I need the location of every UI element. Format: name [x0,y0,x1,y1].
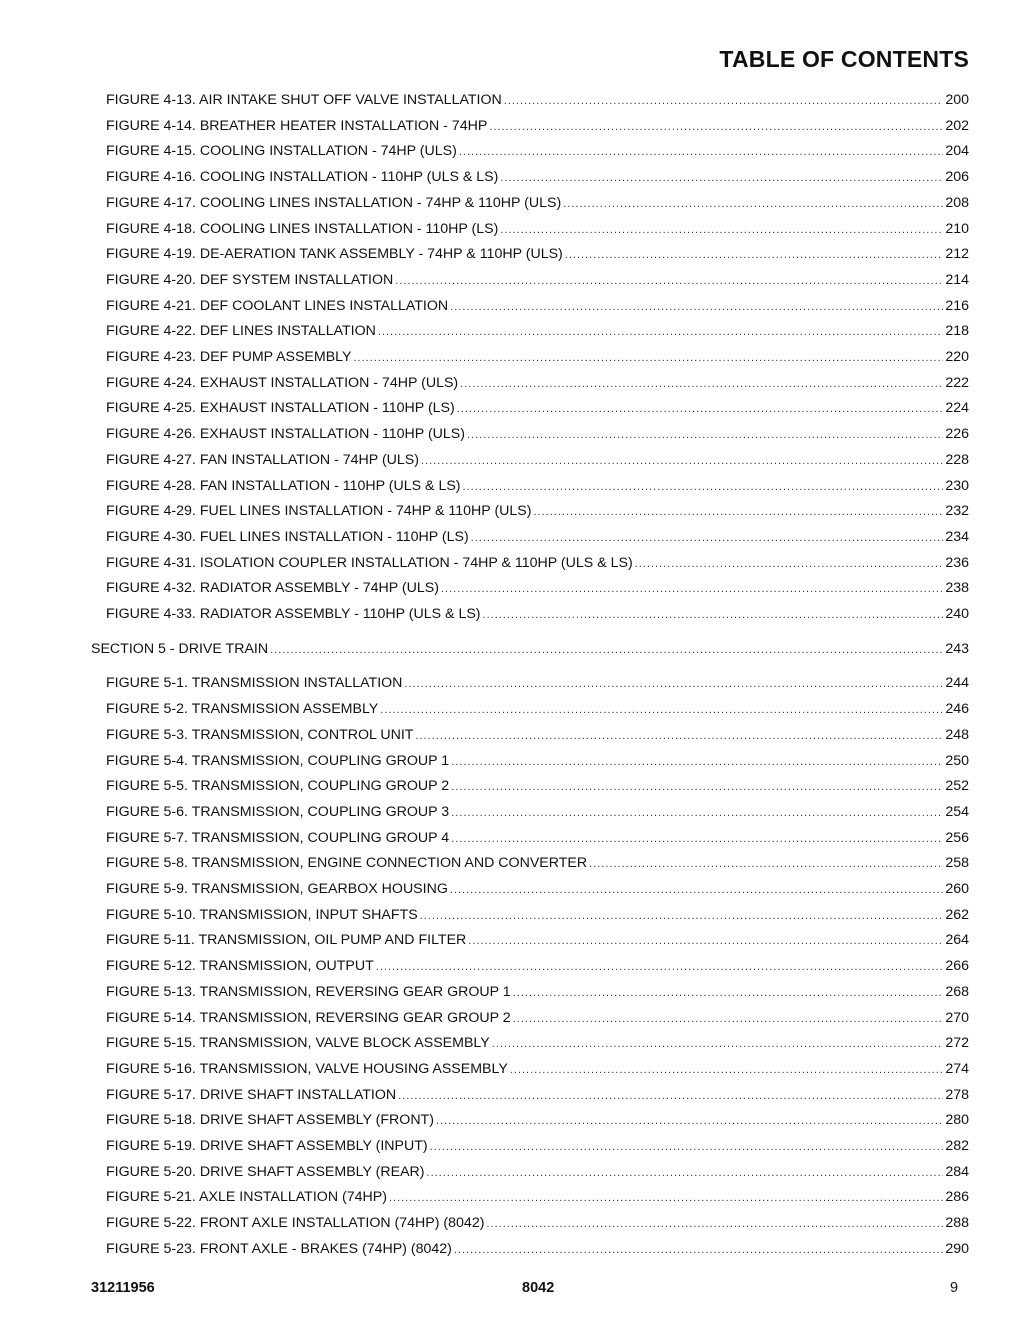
dot-leader [430,1138,944,1156]
dot-leader [513,1010,944,1028]
footer-document-number: 31211956 [91,1280,155,1296]
toc-figure-row[interactable] [106,1111,969,1130]
toc-entry-title: FIGURE 4-25. EXHAUST INSTALLATION - 110HP (LS) [106,400,455,417]
toc-entry-title: FIGURE 4-26. EXHAUST INSTALLATION - 110HP (ULS) [106,426,465,443]
toc-page-number: 220 [945,349,969,365]
dot-leader [457,400,944,418]
toc-entry-title: SECTION 5 - DRIVE TRAIN [91,640,269,657]
toc-figure-row[interactable] [106,271,969,290]
dot-leader [460,375,943,393]
dot-leader [468,932,943,950]
toc-entry-title: FIGURE 5-23. FRONT AXLE - BRAKES (74HP) (8042) [106,1240,452,1257]
toc-figure-row[interactable] [106,579,969,598]
toc-entry-title: FIGURE 4-28. FAN INSTALLATION - 110HP (ULS & LS) [106,477,461,494]
footer-model-number: 8042 [522,1280,555,1296]
toc-entry-title: FIGURE 4-23. DEF PUMP ASSEMBLY [106,349,352,365]
toc-entry-title: FIGURE 5-2. TRANSMISSION ASSEMBLY [106,701,379,718]
toc-figure-row[interactable] [106,605,969,624]
dot-leader [389,1189,943,1207]
toc-entry-title: FIGURE 4-15. COOLING INSTALLATION - 74HP (ULS) [106,143,457,160]
toc-page-number: 226 [945,426,969,443]
toc-figure-row[interactable] [106,983,969,1002]
toc-entry-title: FIGURE 5-12. TRANSMISSION, OUTPUT [106,958,374,975]
toc-page-number: 290 [945,1240,969,1257]
toc-page-number: 274 [945,1060,969,1077]
toc-figure-row[interactable] [106,1214,969,1233]
toc-page-number: 248 [945,726,969,743]
toc-page-number: 254 [945,803,969,820]
dot-leader [451,804,943,822]
toc-entry-title: FIGURE 4-27. FAN INSTALLATION - 74HP (ULS) [106,451,419,468]
toc-entry-title: FIGURE 5-13. TRANSMISSION, REVERSING GEAR GROUP 1 [106,983,511,1000]
toc-page-number: 262 [945,906,969,923]
dot-leader [471,529,944,547]
dot-leader [421,452,943,470]
toc-page-number: 234 [945,528,969,545]
toc-entry-title: FIGURE 5-19. DRIVE SHAFT ASSEMBLY (INPUT) [106,1138,428,1154]
toc-figure-row[interactable] [106,297,969,316]
dot-leader [378,323,943,341]
toc-figure-row[interactable] [106,1009,969,1028]
dot-leader [270,641,943,659]
toc-entry-title: FIGURE 5-4. TRANSMISSION, COUPLING GROUP 1 [106,752,450,769]
dot-leader [451,753,943,771]
toc-entry-title: FIGURE 4-13. AIR INTAKE SHUT OFF VALVE INSTALLATION [106,92,502,108]
toc-page-number: 238 [945,580,969,597]
toc-figure-row[interactable] [106,194,969,213]
toc-page-number: 256 [945,829,969,846]
toc-figure-row[interactable] [106,91,969,110]
toc-entry-title: FIGURE 4-22. DEF LINES INSTALLATION [106,323,376,340]
dot-leader [454,1241,943,1259]
dot-leader [513,984,944,1002]
toc-page-number: 252 [945,778,969,795]
toc-figure-row[interactable] [106,1163,969,1182]
dot-leader [398,1087,943,1105]
toc-page-number: 200 [945,92,969,108]
toc-page-number: 222 [945,374,969,391]
toc-page-number: 266 [945,958,969,975]
dot-leader [459,143,944,161]
dot-leader [450,881,943,899]
dot-leader [450,298,943,316]
dot-leader [436,1112,943,1130]
toc-figure-row[interactable] [106,854,969,873]
dot-leader [353,349,943,367]
toc-page-number: 214 [945,271,969,288]
toc-page-number: 243 [945,640,969,657]
dot-leader [441,580,943,598]
toc-page-number: 284 [945,1163,969,1180]
page-title: TABLE OF CONTENTS [719,46,969,72]
toc-figure-row[interactable] [106,374,969,393]
toc-page-number: 272 [945,1035,969,1052]
dot-leader [483,606,944,624]
toc-page-number: 202 [945,117,969,134]
toc-figure-row[interactable] [106,348,969,367]
toc-entry-title: FIGURE 5-7. TRANSMISSION, COUPLING GROUP 4 [106,829,450,846]
dot-leader [500,169,943,187]
toc-page-number: 206 [945,169,969,186]
toc-figure-row[interactable] [106,117,969,136]
toc-page-number: 260 [945,881,969,897]
toc-entry-title: FIGURE 5-17. DRIVE SHAFT INSTALLATION [106,1086,397,1103]
toc-figure-row[interactable] [106,700,969,719]
toc-figure-row[interactable] [106,1137,969,1156]
toc-entry-title: FIGURE 4-31. ISOLATION COUPLER INSTALLATION - 74HP & 110HP (ULS & LS) [106,554,633,571]
dot-leader [510,1061,944,1079]
toc-section-row[interactable] [91,640,969,659]
toc-entry-title: FIGURE 4-21. DEF COOLANT LINES INSTALLATION [106,297,449,314]
dot-leader [589,855,943,873]
toc-page-number: 216 [945,297,969,314]
toc-page-number: 210 [945,220,969,237]
toc-figure-row[interactable] [106,425,969,444]
toc-entry-title: FIGURE 4-14. BREATHER HEATER INSTALLATION - 74HP [106,117,488,134]
toc-entry-title: FIGURE 5-9. TRANSMISSION, GEARBOX HOUSING [106,881,448,897]
dot-leader [463,478,944,496]
toc-figure-row[interactable] [106,1086,969,1105]
dot-leader [404,675,943,693]
toc-figure-row[interactable] [106,554,969,573]
toc-page-number: 278 [945,1086,969,1103]
toc-page-number: 232 [945,503,969,520]
dot-leader [486,1215,943,1233]
toc-page-number: 236 [945,554,969,571]
toc-entry-title: FIGURE 5-6. TRANSMISSION, COUPLING GROUP 3 [106,803,450,820]
toc-page-number: 264 [945,932,969,949]
toc-page-number: 212 [945,246,969,263]
dot-leader [427,1164,944,1182]
dot-leader [492,1035,944,1053]
dot-leader [489,118,943,136]
dot-leader [415,727,943,745]
toc-entry-title: FIGURE 4-33. RADIATOR ASSEMBLY - 110HP (ULS & LS) [106,606,481,622]
toc-page-number: 270 [945,1009,969,1026]
toc-entry-title: FIGURE 5-3. TRANSMISSION, CONTROL UNIT [106,726,414,743]
dot-leader [451,778,943,796]
toc-figure-row[interactable] [106,777,969,796]
dot-leader [534,503,944,521]
toc-entry-title: FIGURE 4-30. FUEL LINES INSTALLATION - 110HP (LS) [106,528,469,545]
toc-figure-row[interactable] [106,1034,969,1053]
toc-entry-title: FIGURE 4-19. DE-AERATION TANK ASSEMBLY - 74HP & 110HP (ULS) [106,246,563,263]
toc-page-number: 228 [945,451,969,468]
dot-leader [395,272,943,290]
dot-leader [420,907,944,925]
toc-page-number: 204 [945,143,969,160]
toc-figure-row[interactable] [106,1060,969,1079]
toc-figure-row[interactable] [106,477,969,496]
toc-figure-row[interactable] [106,931,969,950]
toc-entry-title: FIGURE 5-16. TRANSMISSION, VALVE HOUSING ASSEMBLY [106,1060,508,1077]
toc-entry-title: FIGURE 4-24. EXHAUST INSTALLATION - 74HP (ULS) [106,374,459,391]
toc-entry-title: FIGURE 5-21. AXLE INSTALLATION (74HP) [106,1189,387,1206]
toc-entry-title: FIGURE 5-22. FRONT AXLE INSTALLATION (74HP) (8042) [106,1215,485,1232]
dot-leader [500,221,943,239]
dot-leader [563,195,943,213]
toc-page-number: 268 [945,983,969,1000]
toc-entry-title: FIGURE 4-32. RADIATOR ASSEMBLY - 74HP (ULS) [106,580,439,597]
toc-figure-row[interactable] [106,142,969,161]
toc-entry-title: FIGURE 5-10. TRANSMISSION, INPUT SHAFTS [106,906,418,923]
toc-figure-row[interactable] [106,168,969,187]
toc-entry-title: FIGURE 5-20. DRIVE SHAFT ASSEMBLY (REAR) [106,1163,425,1180]
toc-entry-title: FIGURE 5-8. TRANSMISSION, ENGINE CONNECTION AND CONVERTER [106,855,588,872]
toc-entry-title: FIGURE 5-15. TRANSMISSION, VALVE BLOCK ASSEMBLY [106,1035,490,1052]
dot-leader [504,92,944,110]
toc-page-number: 218 [945,323,969,340]
toc-figure-row[interactable] [106,803,969,822]
toc-page-number: 230 [945,477,969,494]
toc-entry-title: FIGURE 4-18. COOLING LINES INSTALLATION - 110HP (LS) [106,220,499,237]
dot-leader [635,555,944,573]
toc-page-number: 208 [945,194,969,211]
toc-figure-row[interactable] [106,726,969,745]
toc-entry-title: FIGURE 5-11. TRANSMISSION, OIL PUMP AND FILTER [106,932,467,949]
toc-page-number: 224 [945,400,969,417]
toc-page-number: 286 [945,1189,969,1206]
toc-entry-title: FIGURE 5-5. TRANSMISSION, COUPLING GROUP 2 [106,778,450,795]
toc-entry-title: FIGURE 4-20. DEF SYSTEM INSTALLATION [106,271,394,288]
toc-figure-row[interactable] [106,674,969,693]
toc-page-number: 282 [945,1138,969,1154]
toc-figure-row[interactable] [106,451,969,470]
toc-entry-title: FIGURE 5-18. DRIVE SHAFT ASSEMBLY (FRONT) [106,1112,434,1129]
toc-page-number: 280 [945,1112,969,1129]
toc-figure-row[interactable] [106,1240,969,1259]
toc-figure-row[interactable] [106,322,969,341]
toc-page-number: 240 [945,606,969,622]
toc-figure-row[interactable] [106,880,969,899]
footer-page-number: 9 [950,1280,959,1296]
toc-entry-title: FIGURE 4-17. COOLING LINES INSTALLATION - 74HP & 110HP (ULS) [106,194,562,211]
toc-page-number: 288 [945,1215,969,1232]
toc-page-number: 244 [945,675,969,692]
toc-figure-row[interactable] [106,1188,969,1207]
toc-figure-row[interactable] [106,528,969,547]
toc-entry-title: FIGURE 5-14. TRANSMISSION, REVERSING GEAR GROUP 2 [106,1009,511,1026]
toc-entry-title: FIGURE 4-29. FUEL LINES INSTALLATION - 74HP & 110HP (ULS) [106,503,532,520]
dot-leader [565,246,944,264]
toc-page-number: 246 [945,701,969,718]
toc-figure-row[interactable] [106,399,969,418]
toc-page-number: 258 [945,855,969,872]
toc-entry-title: FIGURE 5-1. TRANSMISSION INSTALLATION [106,675,403,692]
toc-figure-row[interactable] [106,752,969,771]
dot-leader [467,426,943,444]
toc-figure-row[interactable] [106,829,969,848]
toc-figure-row[interactable] [106,220,969,239]
toc-figure-row[interactable] [106,957,969,976]
toc-figure-row[interactable] [106,502,969,521]
toc-entry-title: FIGURE 4-16. COOLING INSTALLATION - 110HP (ULS & LS) [106,169,499,186]
toc-page-number: 250 [945,752,969,769]
toc-figure-row[interactable] [106,906,969,925]
dot-leader [451,830,943,848]
dot-leader [380,701,943,719]
toc-figure-row[interactable] [106,245,969,264]
dot-leader [376,958,944,976]
